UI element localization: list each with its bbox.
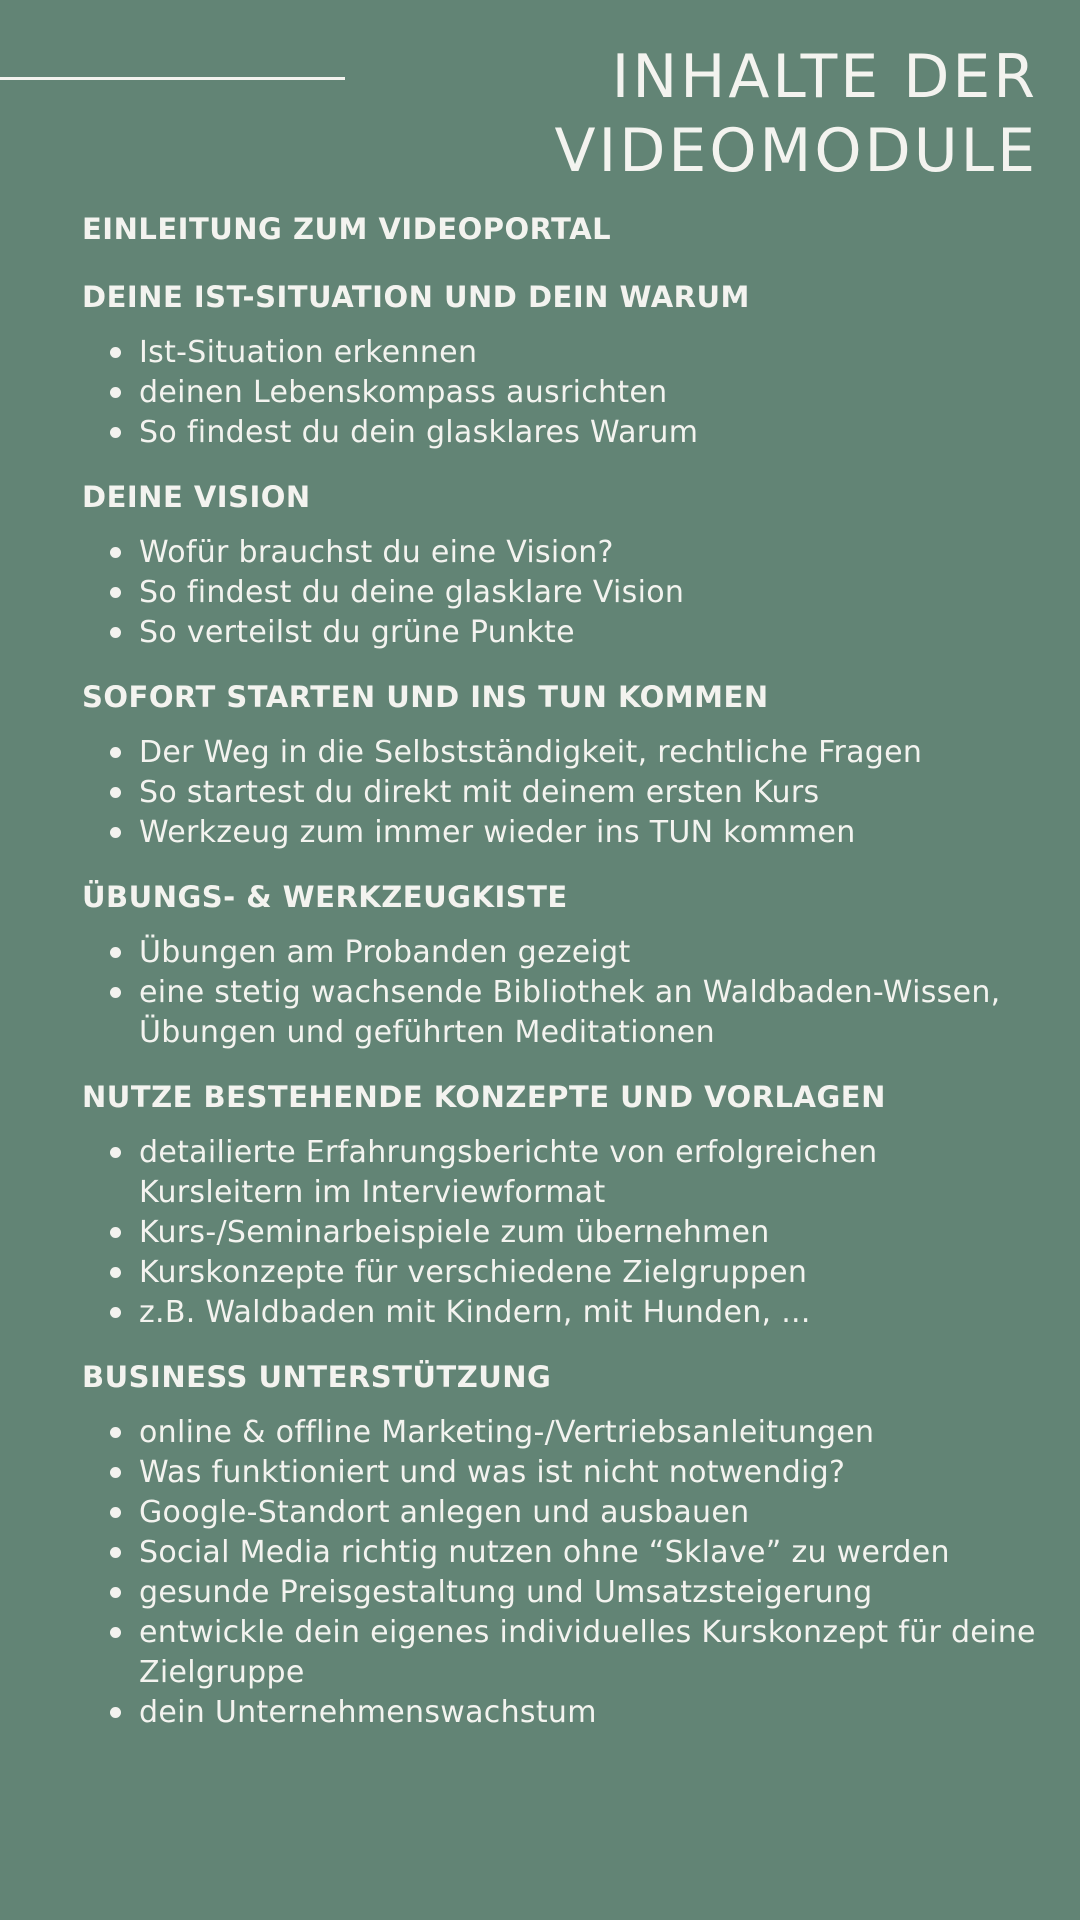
module-section: [82, 673, 1042, 853]
bullet-item: Was funktioniert und was ist nicht notwendig?: [82, 1453, 1042, 1493]
bullet-item: entwickle dein eigenes individuelles Kurskonzept für deine Zielgruppe: [82, 1613, 1042, 1693]
bullet-item: So findest du dein glasklares Warum: [82, 413, 1042, 453]
bullet-item: Wofür brauchst du eine Vision?: [82, 533, 1042, 573]
module-list: [82, 205, 1042, 1753]
bullet-item: Google-Standort anlegen und ausbauen: [82, 1493, 1042, 1533]
module-section: [82, 205, 1042, 253]
section-bullet-list: [82, 333, 1042, 453]
module-section: [82, 273, 1042, 453]
bullet-item: dein Unternehmenswachstum: [82, 1693, 1042, 1733]
bullet-item: online & offline Marketing-/Vertriebsanleitungen: [82, 1413, 1042, 1453]
section-heading: SOFORT STARTEN UND INS TUN KOMMEN: [82, 680, 769, 714]
section-heading: DEINE IST-SITUATION UND DEIN WARUM: [82, 280, 750, 314]
section-bullet-list: [82, 933, 1042, 1053]
bullet-item: Der Weg in die Selbstständigkeit, rechtliche Fragen: [82, 733, 1042, 773]
section-heading: DEINE VISION: [82, 480, 311, 514]
bullet-item: z.B. Waldbaden mit Kindern, mit Hunden, ...: [82, 1293, 1042, 1333]
bullet-item: Social Media richtig nutzen ohne “Sklave” zu werden: [82, 1533, 1042, 1573]
bullet-item: detailierte Erfahrungsberichte von erfolgreichen Kursleitern im Interviewformat: [82, 1133, 1042, 1213]
bullet-item: Kurskonzepte für verschiedene Zielgruppen: [82, 1253, 1042, 1293]
bullet-item: Werkzeug zum immer wieder ins TUN kommen: [82, 813, 1042, 853]
module-section: [82, 1073, 1042, 1333]
section-heading: NUTZE BESTEHENDE KONZEPTE UND VORLAGEN: [82, 1080, 886, 1114]
bullet-item: Ist-Situation erkennen: [82, 333, 1042, 373]
page-title-line-1: INHALTE DER: [611, 42, 1038, 112]
bullet-item: deinen Lebenskompass ausrichten: [82, 373, 1042, 413]
module-section: [82, 1353, 1042, 1733]
bullet-item: So verteilst du grüne Punkte: [82, 613, 1042, 653]
bullet-item: eine stetig wachsende Bibliothek an Waldbaden-Wissen, Übungen und geführten Meditationen: [82, 973, 1042, 1053]
page-title-line-2: VIDEOMODULE: [554, 116, 1038, 186]
bullet-item: So findest du deine glasklare Vision: [82, 573, 1042, 613]
bullet-item: Kurs-/Seminarbeispiele zum übernehmen: [82, 1213, 1042, 1253]
section-heading: BUSINESS UNTERSTÜTZUNG: [82, 1360, 552, 1394]
section-bullet-list: [82, 1413, 1042, 1733]
decorative-divider-line: [0, 77, 345, 80]
module-section: [82, 473, 1042, 653]
section-bullet-list: [82, 1133, 1042, 1333]
section-heading: ÜBUNGS- & WERKZEUGKISTE: [82, 880, 568, 914]
section-heading: EINLEITUNG ZUM VIDEOPORTAL: [82, 212, 612, 246]
module-section: [82, 873, 1042, 1053]
section-bullet-list: [82, 533, 1042, 653]
bullet-item: So startest du direkt mit deinem ersten Kurs: [82, 773, 1042, 813]
bullet-item: gesunde Preisgestaltung und Umsatzsteigerung: [82, 1573, 1042, 1613]
bullet-item: Übungen am Probanden gezeigt: [82, 933, 1042, 973]
section-bullet-list: [82, 733, 1042, 853]
page-title: [554, 40, 1038, 188]
